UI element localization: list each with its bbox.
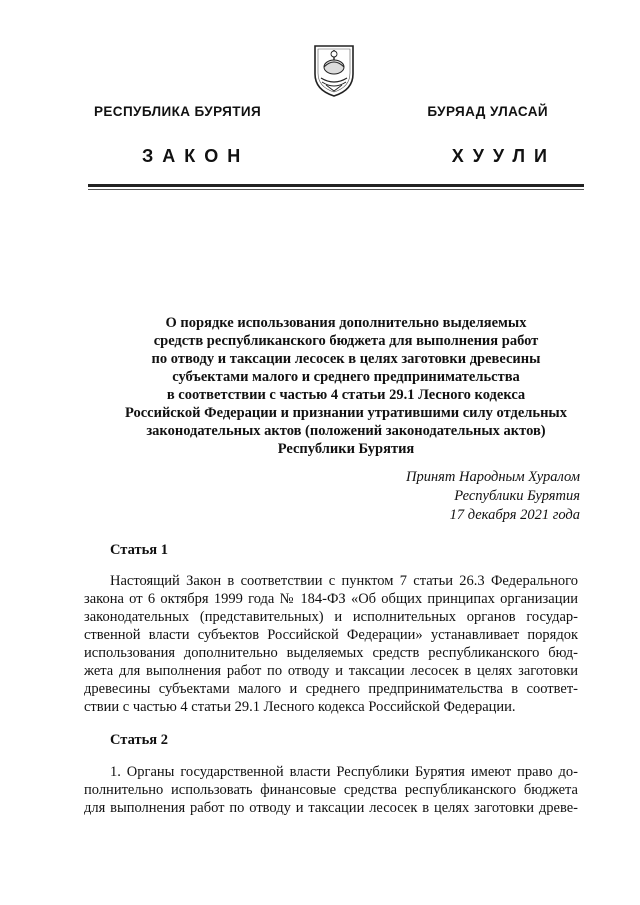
article-2-heading: Статья 2 — [110, 732, 168, 748]
title-line: по отводу и таксации лесосек в целях заготовки древесины — [151, 351, 541, 367]
adoption-date: 17 декабря 2021 года — [449, 507, 580, 523]
title-line: О порядке использования дополнительно выделяемых — [165, 315, 527, 331]
text-line: ственной власти субъектов Российской Федерации» устанавливает порядок — [84, 627, 578, 643]
text-line: 1. Органы государственной власти Республики Бурятия имеют право до- — [110, 764, 578, 780]
adoption-line: Принят Народным Хуралом — [405, 469, 580, 485]
title-line: средств республиканского бюджета для выполнения работ — [153, 333, 539, 349]
law-title — [96, 314, 596, 458]
text-line: законодательных (представительных) и исполнительных органов государ- — [84, 609, 578, 625]
doc-type-buryat: ХУУЛИ — [451, 146, 556, 166]
text-line: для выполнения работ по отводу и таксации лесосек в целях заготовки древе- — [84, 800, 578, 816]
doc-type-russian: ЗАКОН — [142, 146, 250, 166]
title-line: Республики Бурятия — [277, 441, 415, 457]
text-line: древесины субъектами малого и среднего предпринимательства в соответ- — [84, 681, 578, 697]
republic-name-russian: РЕСПУБЛИКА БУРЯТИЯ — [94, 104, 262, 119]
text-line: использования дополнительно выделяемых средств республиканского бюд- — [84, 645, 578, 661]
title-line: законодательных актов (положений законодательных актов) — [146, 423, 546, 439]
adoption-note — [406, 468, 580, 525]
title-line: Российской Федерации и признании утратившими силу отдельных — [124, 405, 568, 421]
article-2-paragraph — [84, 763, 578, 817]
title-line: субъектами малого и среднего предпринимательства — [172, 369, 520, 385]
text-line: полнительно использовать финансовые средства республиканского бюджета — [84, 782, 578, 798]
adoption-line: Республики Бурятия — [454, 488, 580, 504]
header-divider — [88, 184, 584, 187]
article-1-paragraph — [84, 572, 578, 716]
republic-name-buryat: БУРЯАД УЛАСАЙ — [427, 104, 548, 119]
coat-of-arms-icon — [312, 40, 356, 98]
text-line: закона от 6 октября 1999 года № 184-ФЗ «Об общих принципах организации — [84, 591, 578, 607]
text-line: ствии с частью 4 статьи 29.1 Лесного кодекса Российской Федерации. — [84, 699, 516, 715]
header-divider-thin — [88, 189, 584, 190]
text-line: жета для выполнения работ по отводу и таксации лесосек в целях заготовки — [84, 663, 578, 679]
title-line: в соответствии с частью 4 статьи 29.1 Лесного кодекса — [166, 387, 526, 403]
text-line: Настоящий Закон в соответствии с пунктом 7 статьи 26.3 Федерального — [110, 573, 578, 589]
article-1-heading: Статья 1 — [110, 542, 168, 558]
